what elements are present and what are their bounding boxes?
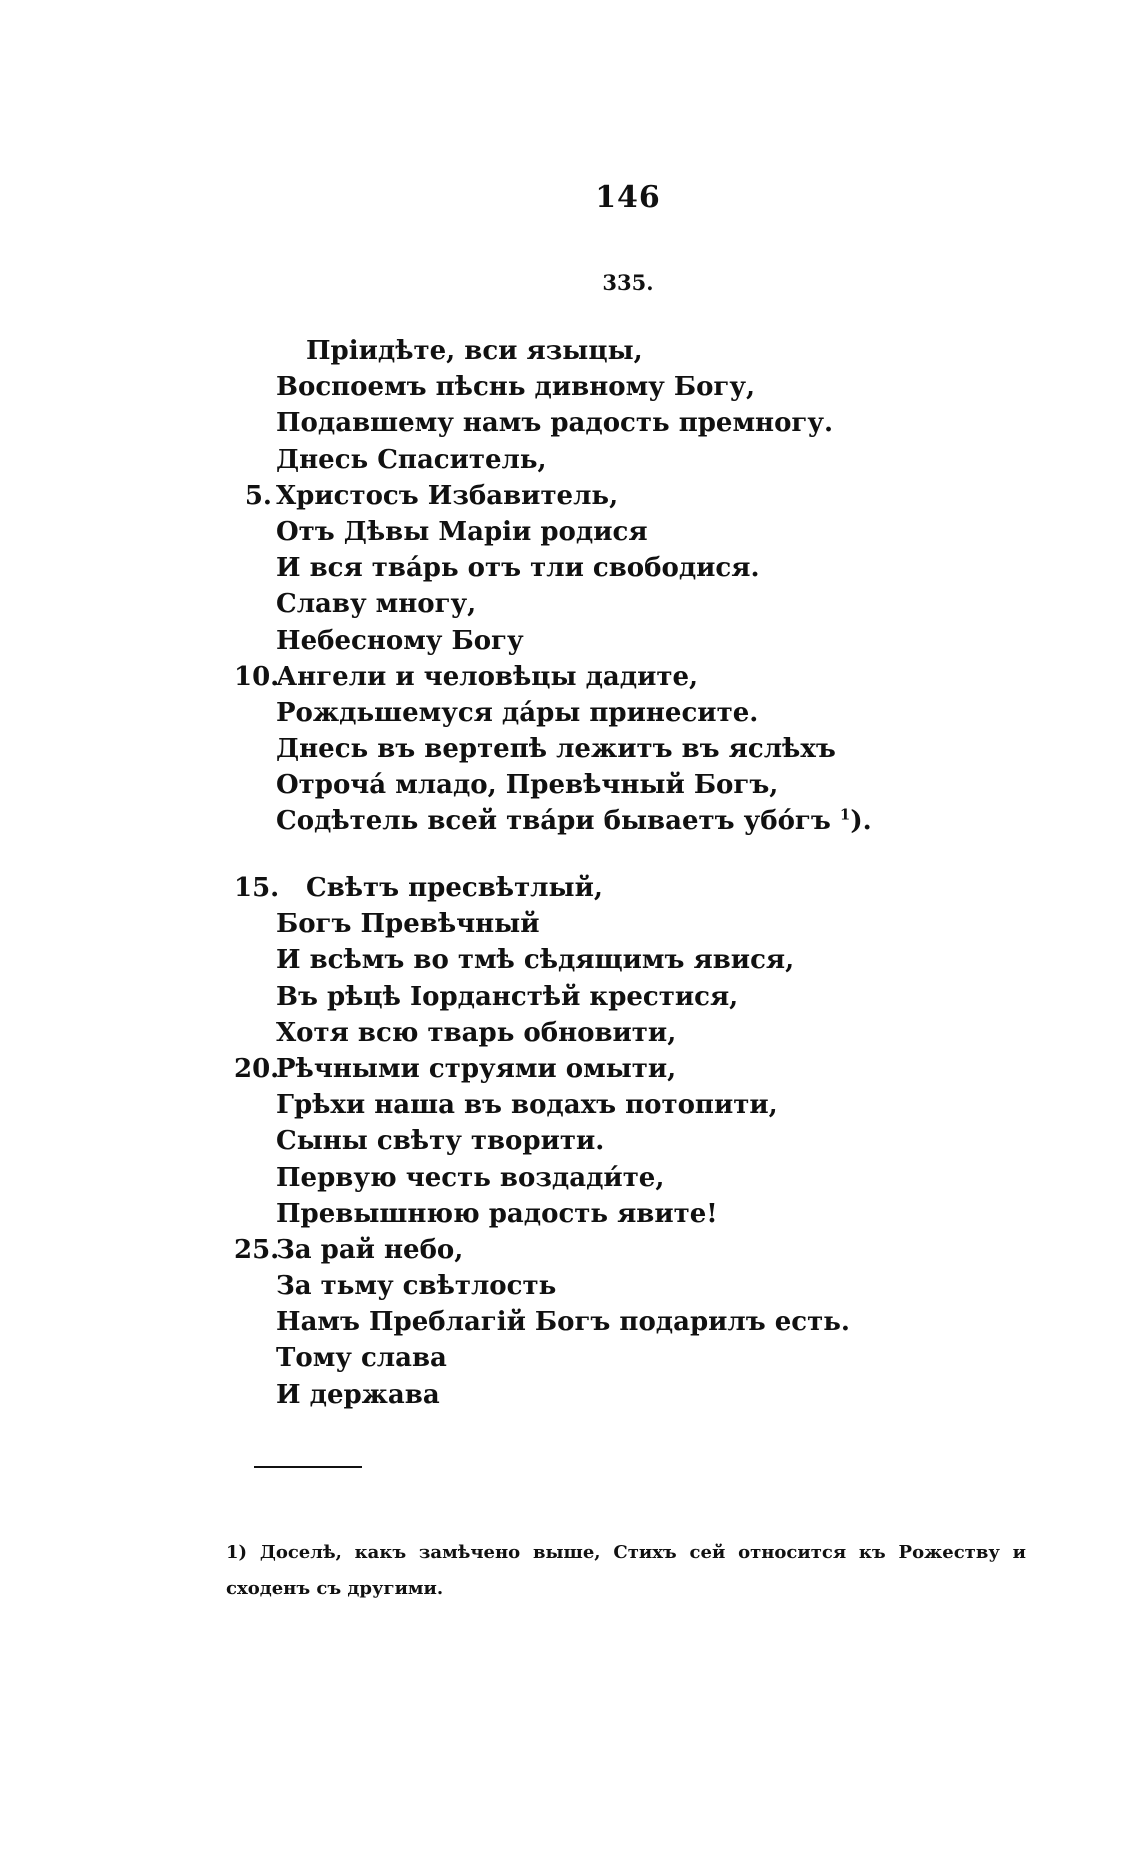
footnote — [226, 1535, 1026, 1607]
verse-text: И всѣмъ во тмѣ сѣдящимъ явися, — [276, 945, 795, 976]
verse-line — [234, 1087, 854, 1123]
verse-line — [234, 1304, 854, 1340]
verse-text: За тьму свѣтлость — [276, 1271, 557, 1302]
verse-text: Днесь Спаситель, — [276, 444, 547, 475]
line-number: 25. — [234, 1234, 280, 1265]
verse-line — [234, 550, 854, 586]
footnote-reference: 1 — [839, 805, 851, 824]
verse-line — [234, 803, 872, 839]
line-number: 20. — [234, 1053, 280, 1084]
verse-line — [234, 442, 854, 478]
verse-line — [234, 870, 854, 906]
verse-text: И вся тва́рь отъ тли свободися. — [276, 553, 760, 584]
verse-line — [234, 405, 854, 441]
verse-text: Сыны свѣту творити. — [276, 1126, 605, 1157]
verse-line — [234, 942, 854, 978]
verse-text: Отроча́ младо, Превѣчный Богъ, — [276, 770, 779, 801]
verse-line — [234, 333, 854, 369]
verse-text: Пріидѣте, вси языцы, — [306, 336, 643, 366]
footnote-line-2: сходенъ съ другими. — [226, 1578, 444, 1599]
verse-text: Тому слава — [276, 1343, 447, 1374]
verse-line — [234, 695, 854, 731]
verse-line — [234, 623, 854, 659]
page-number: 146 — [595, 180, 661, 215]
verse-text: Въ рѣцѣ Іорданстѣй крестися, — [276, 981, 739, 1012]
verse-line — [234, 1160, 854, 1196]
verse-line — [234, 659, 854, 695]
verse-text: Свѣтъ пресвѣтлый, — [306, 873, 603, 903]
footnote-divider — [254, 1466, 362, 1468]
verse-line — [234, 1196, 854, 1232]
verse-text: Намъ Преблагій Богъ подарилъ есть. — [276, 1307, 850, 1338]
verse-line — [234, 586, 854, 622]
verse-text: Превышнюю радость явите! — [276, 1198, 718, 1229]
verse-text: Рождьшемуся да́ры принесите. — [276, 697, 759, 728]
line-number: 5. — [244, 480, 272, 511]
verse-line — [234, 1123, 854, 1159]
verse-line — [234, 514, 854, 550]
verse-text: Содѣтель всей тва́ри бываетъ убо́гъ — [276, 806, 831, 837]
verse-line — [234, 478, 854, 514]
stanza-2 — [234, 870, 854, 1413]
verse-text: Хотя всю тварь обновити, — [276, 1017, 677, 1048]
verse-line — [234, 731, 854, 767]
footnote-line-1: 1) Доселѣ, какъ замѣчено выше, Стихъ сей относится къ Рожеству и — [226, 1542, 1026, 1563]
verse-line — [234, 767, 854, 803]
verse-text: Небесному Богу — [276, 625, 524, 656]
verse-text: Ангели и человѣцы дадите, — [276, 661, 699, 692]
verse-line — [234, 1051, 854, 1087]
verse-line — [234, 979, 854, 1015]
verse-text: Христосъ Избавитель, — [276, 480, 619, 511]
stanza-1 — [234, 333, 872, 840]
verse-line — [234, 1015, 854, 1051]
verse-text: Рѣчными струями омыти, — [276, 1053, 677, 1084]
verse-line — [234, 369, 854, 405]
footnote-reference-close: ). — [850, 806, 872, 837]
poem-number: 335. — [602, 270, 654, 295]
verse-text: Славу многу, — [276, 589, 477, 620]
verse-text: Богъ Превѣчный — [276, 909, 540, 940]
verse-text: За рай небо, — [276, 1234, 464, 1265]
verse-text: Подавшему намъ радость премногу. — [276, 408, 834, 439]
verse-line — [234, 1377, 854, 1413]
verse-line — [234, 1340, 854, 1376]
line-number: 10. — [234, 661, 280, 692]
line-number: 15. — [234, 873, 280, 903]
verse-text: Воспоемъ пѣснь дивному Богу, — [276, 372, 756, 403]
verse-text: Отъ Дѣвы Маріи родися — [276, 516, 648, 547]
verse-text: Первую честь воздади́те, — [276, 1162, 665, 1193]
verse-line — [234, 1232, 854, 1268]
verse-text: Грѣхи наша въ водахъ потопити, — [276, 1090, 778, 1121]
verse-line — [234, 1268, 854, 1304]
verse-text: Днесь въ вертепѣ лежитъ въ яслѣхъ — [276, 734, 836, 765]
verse-text: И держава — [276, 1379, 440, 1410]
verse-line — [234, 906, 854, 942]
